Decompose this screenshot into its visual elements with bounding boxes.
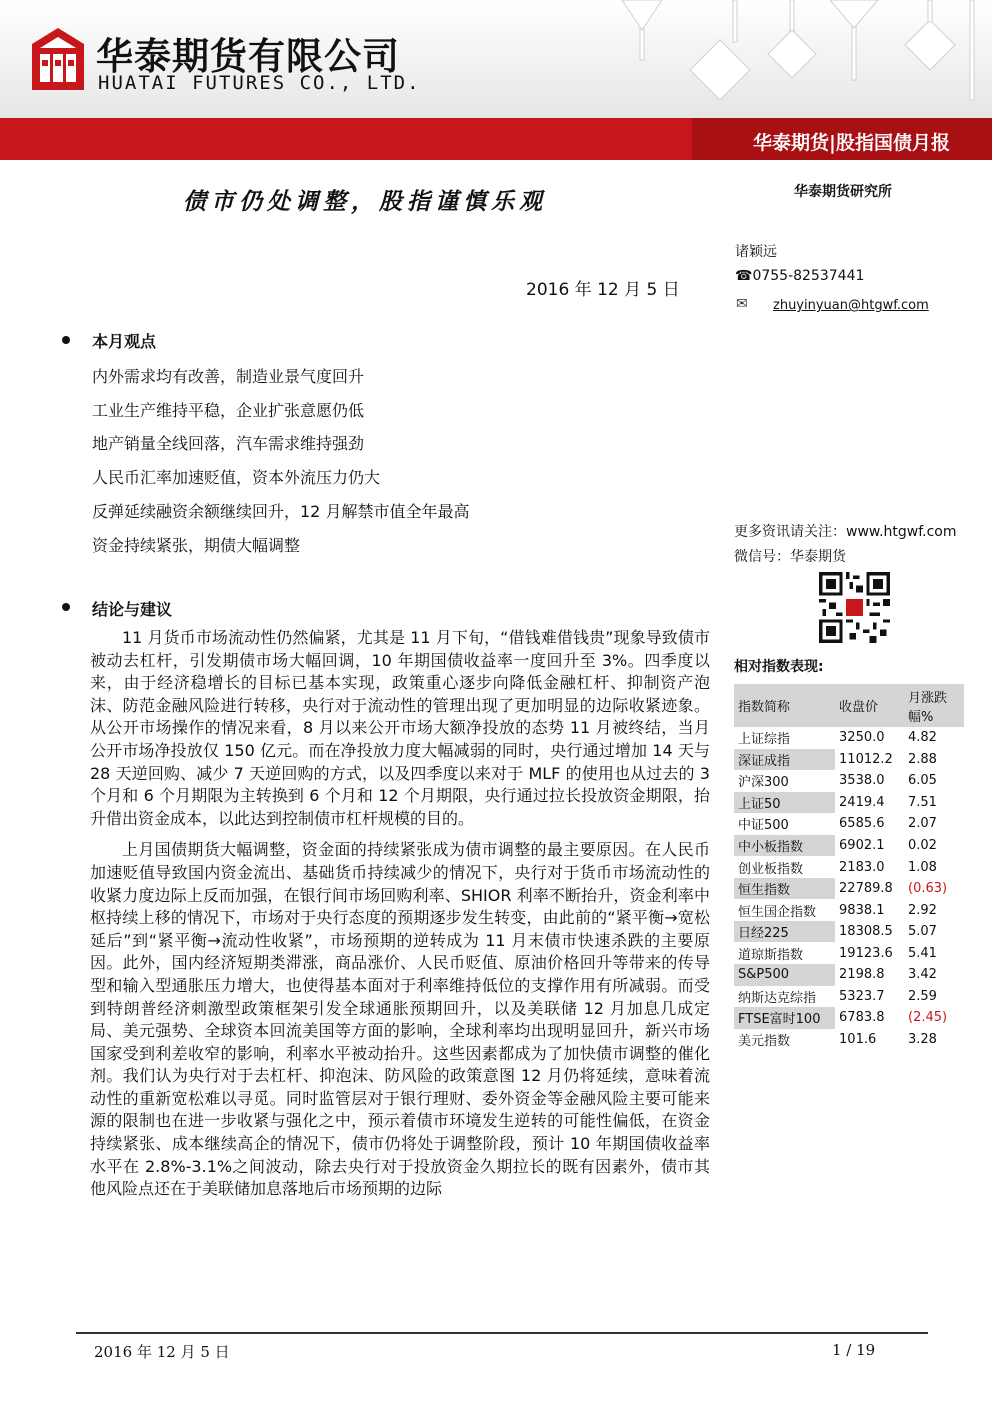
table-cell-name: 纳斯达克综指	[738, 990, 817, 1006]
page-number: 1 / 19	[832, 1341, 876, 1359]
table-cell-change: (0.63)	[908, 881, 948, 897]
table-cell-close: 2419.4	[839, 794, 885, 810]
table-cell-change: 2.07	[908, 816, 937, 832]
table-cell-change: (2.45)	[908, 1010, 948, 1026]
section-title-monthly-view: 本月观点	[92, 332, 157, 351]
table-cell-close: 3250.0	[839, 730, 885, 746]
table-cell-change: 2.88	[908, 751, 937, 767]
envelope-icon: ✉	[736, 296, 748, 312]
table-cell-close: 101.6	[839, 1031, 877, 1047]
table-cell-close: 18308.5	[839, 924, 893, 940]
table-cell-name: 道琼斯指数	[738, 947, 804, 963]
list-item: 资金持续紧张，期债大幅调整	[92, 536, 301, 555]
column-header: 月涨跌幅%	[904, 684, 964, 727]
paragraph: 11 月货币市场流动性仍然偏紧，尤其是 11 月下旬，“借钱难借钱贵”现象导致债市被动去杠杆，引发期债市场大幅回调，10 年期国债收益率一度回升至 3%。四季度以来，由于经济稳增长的目标已基本实现，政策重心逐步向降低金融杠杆、抑制资产泡沫、防范金融风险进行转移，央行对于流动性的管理出现了更加明显的边际收紧迹象。从公开市场操作的情况来看，8 月以来公开市场大额净投放的态势 11 月被终结，当月公开市场净投放仅 150 亿元。而在净投放力度大幅减弱的同时，央行通过增加 14 天与 28 天逆回购、减少 7 天逆回购的方式，以及四季度以来对于 MLF 的使用也从过去的 3 个月和 6 个月期限为主转换到 6 个月和 12 个月期限，央行通过拉长投放资金期限，抬升借出资金成本，以此达到控制债市杠杆规模的目的。	[90, 628, 710, 828]
company-name-cn: 华泰期货有限公司	[96, 35, 400, 78]
table-row	[734, 813, 964, 835]
table-row	[734, 921, 964, 943]
header-decoration-icon	[560, 0, 992, 118]
index-performance-table	[734, 684, 964, 1050]
table-cell-change: 2.92	[908, 902, 937, 918]
table-row	[734, 942, 964, 964]
table-cell-name: 创业板指数	[738, 861, 804, 877]
table-cell-close: 22789.8	[839, 881, 893, 897]
table-cell-change: 7.51	[908, 794, 937, 810]
table-cell-change: 4.82	[908, 730, 937, 746]
table-cell-name: 中证500	[738, 818, 789, 834]
author-name: 诸颖远	[735, 244, 777, 260]
table-row	[734, 749, 964, 771]
paragraph: 上月国债期货大幅调整，资金面的持续紧张成为债市调整的最主要原因。在人民币加速贬值导致国内资金流出、基础货币持续减少的情况下，央行对于货币市场流动性的收紧力度边际上反而加强，在银行间市场回购利率、SHIOR 利率不断抬升，资金利率中枢持续上移的情况下，市场对于央行态度的预期逐步发生转变，由此前的“紧平衡→宽松延后”到“紧平衡→流动性收紧”，市场预期的逆转成为 11 月末债市快速杀跌的主要原因。此外，国内经济短期类滞涨，商品涨价、人民币贬值、原油价格回升等带来的传导型和输入型通胀压力增大，也使得基本面对于利率维持低位的支撑作用有所减弱。而受到特朗普经济刺激型政策框架引发全球通胀预期回升，以及美联储 12 月加息几成定局、美元强势、全球资本回流美国等方面的影响，全球利率均出现明显回升，新兴市场国家受到利差收窄的影响，利率水平被动抬升。这些因素都成为了加快债市调整的催化剂。我们认为央行对于去杠杆、抑泡沫、防风险的政策意图 12 月仍将延续，意味着流动性的重新宽松难以寻觅。同时监管层对于银行理财、委外资金等金融风险主要可能来源的限制也在进一步收紧与强化之中，预示着债市环境发生逆转的可能性偏低，在资金持续紧张、成本继续高企的情况下，债市仍将处于调整阶段，预计 10 年期国债收益率水平在 2.8%-3.1%之间波动，除去央行对于投放资金久期拉长的既有因素外，债市其他风险点还在于美联储加息落地后市场预期的边际	[90, 840, 710, 1199]
more-info-link[interactable]: 更多资讯请关注：www.htgwf.com	[734, 524, 957, 540]
column-header: 指数简称	[734, 684, 835, 727]
author-email-link[interactable]: zhuyinyuan@htgwf.com	[773, 298, 929, 313]
table-row	[734, 770, 964, 792]
table-cell-name: 沪深300	[738, 775, 789, 791]
table-row	[734, 986, 964, 1008]
report-type: 华泰期货|股指国债月报	[753, 132, 950, 154]
table-row	[734, 899, 964, 921]
table-cell-change: 1.08	[908, 859, 937, 875]
table-cell-change: 5.41	[908, 945, 937, 961]
table-cell-name: 深证成指	[734, 749, 835, 771]
report-title: 债市仍处调整，股指谨慎乐观	[183, 188, 547, 215]
table-row	[734, 727, 964, 749]
table-cell-close: 2183.0	[839, 859, 885, 875]
table-cell-change: 3.42	[908, 967, 937, 983]
table-cell-name: 恒生指数	[734, 878, 835, 900]
table-row	[734, 856, 964, 878]
table-cell-change: 2.59	[908, 988, 937, 1004]
table-cell-name: 美元指数	[738, 1033, 791, 1049]
table-cell-close: 6585.6	[839, 816, 885, 832]
table-row	[734, 878, 964, 900]
table-cell-change: 5.07	[908, 924, 937, 940]
table-row	[734, 835, 964, 857]
table-cell-change: 3.28	[908, 1031, 937, 1047]
table-cell-name: S&P500	[734, 964, 835, 986]
table-row	[734, 1029, 964, 1051]
table-row	[734, 964, 964, 986]
wechat-id: 微信号：华泰期货	[734, 549, 846, 565]
bullet-icon	[62, 603, 70, 611]
table-cell-name: FTSE富时100	[734, 1007, 835, 1029]
table-cell-close: 6902.1	[839, 838, 885, 853]
company-logo-icon	[28, 26, 88, 92]
table-cell-name: 中小板指数	[734, 835, 835, 857]
footer-date: 2016 年 12 月 5 日	[94, 1343, 230, 1361]
table-row	[734, 1007, 964, 1029]
column-header: 收盘价	[835, 684, 904, 727]
table-cell-change: 0.02	[908, 838, 937, 853]
report-date: 2016 年 12 月 5 日	[526, 280, 680, 300]
table-cell-close: 9838.1	[839, 902, 885, 918]
index-table-title: 相对指数表现:	[734, 659, 824, 675]
table-cell-close: 3538.0	[839, 773, 885, 789]
table-cell-name: 恒生国企指数	[738, 904, 817, 920]
list-item: 内外需求均有改善，制造业景气度回升	[92, 367, 365, 386]
footer-divider	[76, 1332, 928, 1334]
table-cell-close: 5323.7	[839, 988, 885, 1004]
list-item: 人民币汇率加速贬值，资本外流压力仍大	[92, 468, 381, 487]
list-item: 工业生产维持平稳，企业扩张意愿仍低	[92, 401, 365, 420]
table-cell-change: 6.05	[908, 773, 937, 789]
table-cell-close: 6783.8	[839, 1010, 885, 1026]
author-phone: ☎0755-82537441	[735, 268, 865, 284]
table-cell-name: 上证50	[734, 792, 835, 814]
table-cell-close: 2198.8	[839, 967, 885, 983]
table-cell-close: 19123.6	[839, 945, 893, 961]
table-row	[734, 792, 964, 814]
bullet-icon	[62, 336, 70, 344]
company-name-en: HUATAI FUTURES CO., LTD.	[98, 72, 421, 94]
table-cell-name: 上证综指	[738, 732, 791, 748]
institute-name: 华泰期货研究所	[794, 184, 892, 200]
list-item: 地产销量全线回落，汽车需求维持强劲	[92, 434, 365, 453]
section-title-conclusion: 结论与建议	[92, 600, 173, 619]
qr-code-icon	[819, 572, 890, 643]
list-item: 反弹延续融资余额继续回升，12 月解禁市值全年最高	[92, 502, 470, 521]
table-cell-close: 11012.2	[839, 751, 893, 767]
conclusion-body	[90, 627, 710, 1201]
table-cell-name: 日经225	[734, 921, 835, 943]
